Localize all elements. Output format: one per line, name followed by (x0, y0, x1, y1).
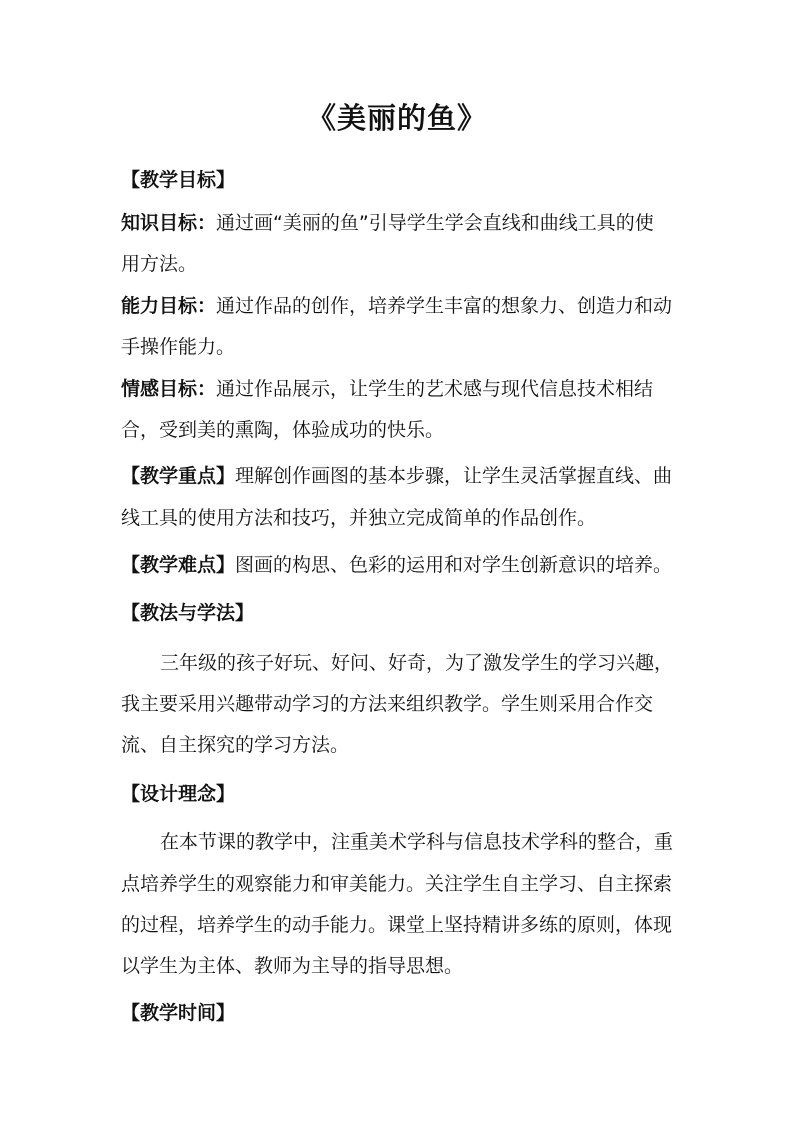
ability-objective-line2: 手操作能力。 (121, 336, 236, 358)
methods-line1: 三年级的孩子好玩、好问、好奇，为了激发学生的学习兴趣， (160, 652, 674, 674)
concept-line1: 在本节课的教学中，注重美术学科与信息技术学科的整合，重 (160, 831, 674, 853)
concept-line4: 以学生为主体、教师为主导的指导思想。 (121, 955, 464, 977)
emotion-objective-line1 (121, 377, 681, 401)
ability-objective-line1 (121, 294, 681, 318)
knowledge-objective-line2: 用方法。 (121, 253, 198, 275)
ability-objective-label: 能力目标： (121, 295, 217, 317)
concept-line2: 点培养学生的观察能力和审美能力。关注学生自主学习、自主探索 (121, 873, 673, 895)
methods-line2: 我主要采用兴趣带动学习的方法来组织教学。学生则采用合作交 (121, 693, 654, 715)
emotion-objective-text: 通过作品展示，让学生的艺术感与现代信息技术相结 (216, 378, 654, 400)
methods-heading: 【教法与学法】 (121, 602, 255, 624)
page-title: 《美丽的鱼》 (306, 101, 487, 135)
concept-heading: 【设计理念】 (121, 783, 236, 805)
keypoint-text: 理解创作画图的基本步骤，让学生灵活掌握直线、曲 (235, 465, 673, 487)
objectives-heading: 【教学目标】 (121, 169, 236, 191)
concept-line3: 的过程，培养学生的动手能力。课堂上坚持精讲多练的原则，体现 (121, 914, 673, 936)
keypoint-line2: 线工具的使用方法和技巧，并独立完成简单的作品创作。 (121, 507, 597, 529)
difficulty-text: 图画的构思、色彩的运用和对学生创新意识的培养。 (235, 554, 673, 576)
knowledge-objective-label: 知识目标： (121, 212, 217, 234)
emotion-objective-line2: 合，受到美的熏陶，体验成功的快乐。 (121, 419, 445, 441)
knowledge-objective-line1 (121, 211, 681, 235)
emotion-objective-label: 情感目标： (121, 378, 217, 400)
methods-line3: 流、自主探究的学习方法。 (121, 734, 350, 756)
knowledge-objective-text: 通过画“美丽的鱼”引导学生学会直线和曲线工具的使 (216, 212, 654, 234)
difficulty-label: 【教学难点】 (121, 554, 236, 576)
keypoint-line1 (121, 464, 681, 488)
ability-objective-text: 通过作品的创作，培养学生丰富的想象力、创造力和动 (216, 295, 673, 317)
time-heading: 【教学时间】 (121, 1002, 236, 1024)
difficulty-line (121, 553, 681, 577)
keypoint-label: 【教学重点】 (121, 465, 236, 487)
